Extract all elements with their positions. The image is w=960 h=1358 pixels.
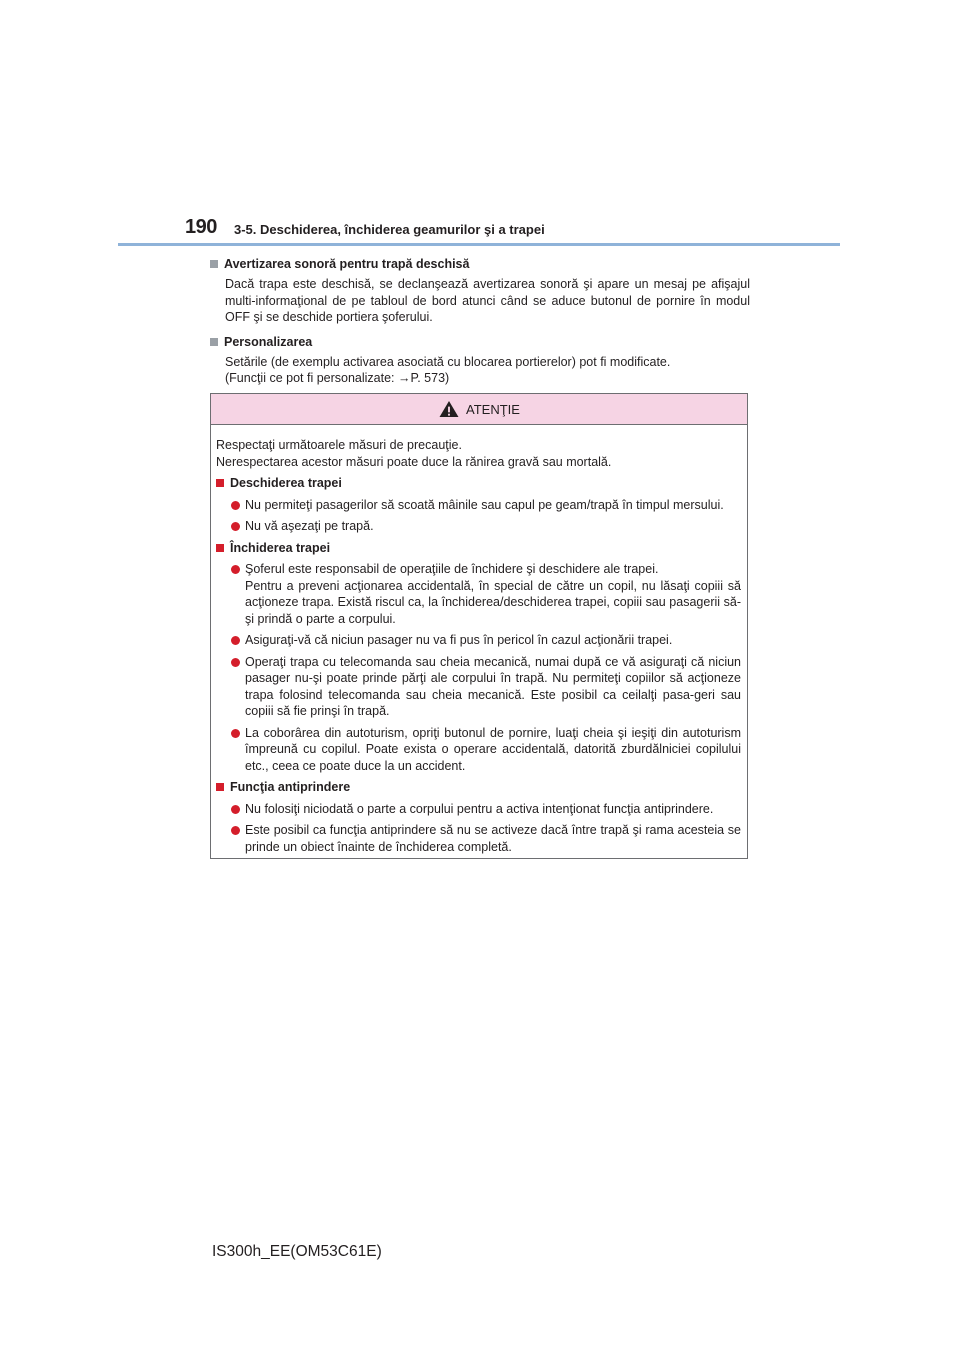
section-sunroof-buzzer <box>210 256 750 326</box>
red-bullet-icon <box>231 565 240 574</box>
section-heading-text: Avertizarea sonoră pentru trapă deschisă <box>224 257 470 271</box>
grey-square-icon <box>210 260 218 268</box>
section-text: Dacă trapa este deschisă, se declanşează avertizarea sonoră şi apare un mesaj pe afişajul multi-informaţional de pe tabloul de bord atunci când se aduce butonul de pornire în modul OFF şi se deschide portiera şoferului. <box>225 277 750 324</box>
red-square-icon <box>216 783 224 791</box>
list-item-text: La coborârea din autoturism, opriţi butonul de pornire, luaţi cheia şi ieşiţi din autoturism împreună cu copilul. Poate exista o operare accidentală, datorită zburdălniciei copilului etc., ceea ce poate duce la un accident. <box>245 725 741 773</box>
warning-title: ATENŢIE <box>466 401 520 417</box>
list-item-text: Nu folosiţi niciodată o parte a corpului pentru a activa intenţionat funcţia antiprindere. <box>245 801 714 816</box>
list-item <box>231 561 741 627</box>
page-header <box>0 0 960 250</box>
warning-group-heading <box>216 475 741 492</box>
list-item-text: Este posibil ca funcţia antiprindere să nu se activeze dacă între trapă şi rama acesteia se prinde un obiect înainte de închiderea completă. <box>245 823 741 854</box>
warning-box <box>210 393 748 859</box>
content <box>210 256 750 395</box>
section-customization <box>210 334 750 387</box>
section-text-line: Setările (de exemplu activarea asociată cu blocarea portierelor) pot fi modificate. <box>225 354 671 369</box>
section-heading <box>210 256 750 272</box>
model-code: IS300h_EE(OM53C61E) <box>212 1243 382 1260</box>
list-item <box>231 654 741 720</box>
warning-triangle-icon <box>438 400 460 418</box>
list-item-text: Nu vă aşezaţi pe trapă. <box>245 519 374 533</box>
warning-group-heading-text: Deschiderea trapei <box>230 476 342 490</box>
red-bullet-icon <box>231 729 240 738</box>
section-heading <box>210 334 750 350</box>
list-item <box>231 822 741 855</box>
warning-group-heading-text: Funcţia antiprindere <box>230 780 351 794</box>
section-text <box>225 354 750 387</box>
list-item <box>231 497 741 514</box>
list-item-text <box>245 561 741 627</box>
warning-header <box>211 394 747 425</box>
warning-group-heading-text: Închiderea trapei <box>230 540 331 555</box>
list-item <box>231 801 741 818</box>
warning-body <box>211 425 747 855</box>
red-bullet-icon <box>231 805 240 814</box>
list-item-text: Asiguraţi-vă că niciun pasager nu va fi pus în pericol în cazul acţionării trapei. <box>245 633 673 647</box>
red-bullet-icon <box>231 636 240 645</box>
warning-intro-line: Nerespectarea acestor măsuri poate duce la rănirea gravă sau mortală. <box>216 454 612 469</box>
red-bullet-icon <box>231 658 240 667</box>
list-item-text: Nu permiteţi pasagerilor să scoată mâinile sau capul pe geam/trapă în timpul mersului. <box>245 497 724 512</box>
list-item-line: Pentru a preveni acţionarea accidentală, în special de către un copil, nu lăsaţi copiii să acţioneze trapa. Există riscul ca, la închiderea/deschiderea trapei, copiii sau pasagerii să-şi prindă o parte a corpului. <box>245 578 741 626</box>
header-rule <box>118 243 840 246</box>
warning-group-heading <box>216 540 741 557</box>
warning-intro <box>216 437 741 470</box>
page-reference-link[interactable]: (Funcţii ce pot fi personalizate: →P. 573) <box>225 371 450 385</box>
list-item-line: Şoferul este responsabil de operaţiile de închidere şi deschidere ale trapei. <box>245 562 659 576</box>
list-item <box>231 518 741 535</box>
warning-group-heading <box>216 779 741 796</box>
red-bullet-icon <box>231 501 240 510</box>
section-heading-text: Personalizarea <box>224 334 313 349</box>
list-item-text: Operaţi trapa cu telecomanda sau cheia mecanică, numai după ce vă asiguraţi că niciun pasager nu-şi poate prinde părţi ale corpului în trapă. Nu permiteţi copiilor să acţioneze trapa folosind telecomanda sau cheia mecanică. Este posibil ca ceilalţi pasa-geri sau copiii să fie prinşi în trapă. <box>245 654 741 718</box>
section-title: 3-5. Deschiderea, închiderea geamurilor şi a trapei <box>234 222 545 237</box>
list-item <box>231 632 741 649</box>
warning-intro-line: Respectaţi următoarele măsuri de precauţie. <box>216 438 462 452</box>
page-number: 190 <box>185 216 217 238</box>
grey-square-icon <box>210 338 218 346</box>
red-bullet-icon <box>231 522 240 531</box>
list-item <box>231 725 741 775</box>
red-square-icon <box>216 544 224 552</box>
red-bullet-icon <box>231 826 240 835</box>
red-square-icon <box>216 479 224 487</box>
